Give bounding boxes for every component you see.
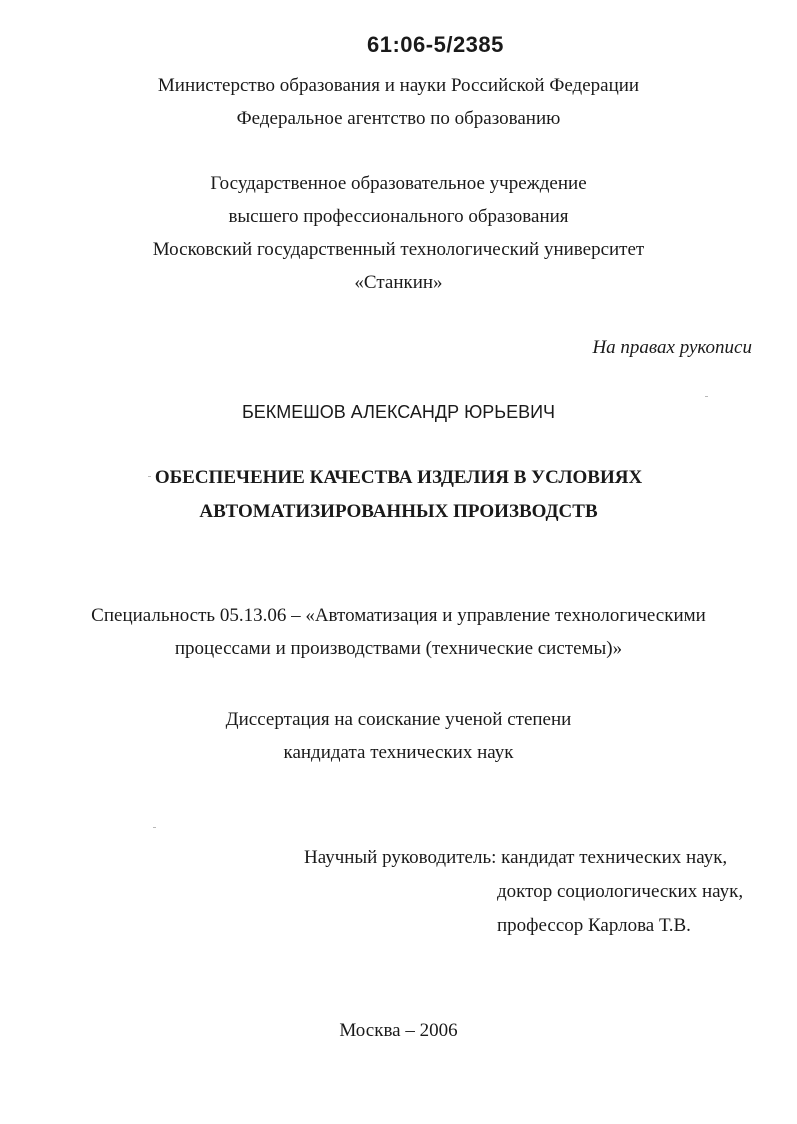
institution-line-1: Государственное образовательное учреждение [210,173,587,194]
institution-line-4: «Станкин» [354,272,443,293]
advisor-line-2: доктор социологических наук, [497,881,744,902]
manuscript-note: На правах рукописи [592,337,752,358]
scan-speck [153,827,156,828]
institution-line-2: высшего профессионального образования [228,206,569,227]
degree-line-2: кандидата технических наук [283,742,514,763]
degree-line-1: Диссертация на соискание ученой степени [225,709,572,730]
dissertation-title-line-1: ОБЕСПЕЧЕНИЕ КАЧЕСТВА ИЗДЕЛИЯ В УСЛОВИЯХ [154,467,643,488]
specialty-line-2: процессами и производствами (технические системы)» [174,638,623,659]
city-year: Москва – 2006 [339,1020,458,1041]
scan-speck [705,396,708,397]
author-name: БЕКМЕШОВ АЛЕКСАНДР ЮРЬЕВИЧ [241,402,556,422]
specialty-line-1: Специальность 05.13.06 – «Автоматизация и управление технологическими [91,605,706,626]
advisor-line-3: профессор Карлова Т.В. [497,915,691,936]
scan-speck [148,476,151,477]
ministry-line: Министерство образования и науки Российской Федерации [157,75,640,96]
agency-line: Федеральное агентство по образованию [236,108,561,129]
institution-line-3: Московский государственный технологический университет [152,239,645,260]
dissertation-title-line-2: АВТОМАТИЗИРОВАННЫХ ПРОИЗВОДСТВ [199,501,598,522]
advisor-line-1: Научный руководитель: кандидат технических наук, [304,847,728,868]
archive-stamp-number: 61:06-5/2385 [367,32,504,57]
